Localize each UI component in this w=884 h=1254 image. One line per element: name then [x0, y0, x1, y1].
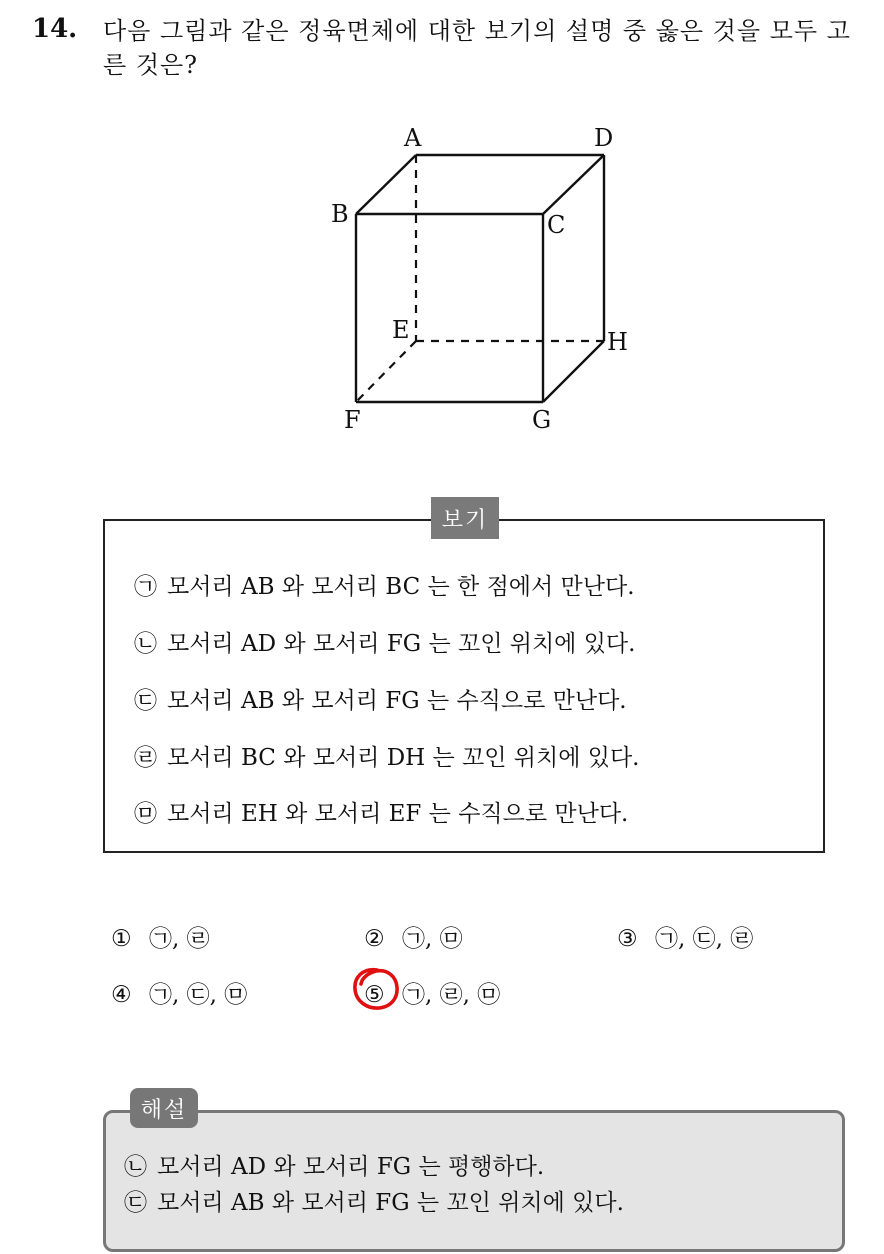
explanation-marker: ㉢ [124, 1190, 147, 1216]
bogi-marker: ㉤ [134, 801, 157, 827]
choice-number: ① [111, 926, 132, 952]
choice-3[interactable] [617, 920, 753, 953]
vertex-label-e: E [392, 316, 410, 344]
explanation-box [103, 1110, 845, 1252]
bogi-marker: ㉣ [134, 745, 157, 771]
bogi-item-5 [134, 795, 628, 828]
vertex-label-a: A [404, 124, 422, 152]
bogi-marker: ㉢ [134, 688, 157, 714]
bogi-text: 모서리 AD 와 모서리 FG 는 꼬인 위치에 있다. [167, 631, 636, 657]
bogi-item-3 [134, 682, 627, 715]
question-number: 14. [32, 14, 78, 44]
bogi-text: 모서리 EH 와 모서리 EF 는 수직으로 만난다. [167, 801, 629, 827]
bogi-item-1 [134, 568, 635, 601]
edge-dc [543, 155, 604, 214]
bogi-text: 모서리 AB 와 모서리 BC 는 한 점에서 만난다. [167, 574, 635, 600]
choice-text: ㉠, ㉤ [402, 926, 463, 952]
choice-number: ⑤ [364, 982, 385, 1008]
vertex-label-g: G [532, 406, 552, 434]
bogi-text: 모서리 BC 와 모서리 DH 는 꼬인 위치에 있다. [167, 745, 640, 771]
explanation-marker: ㉡ [124, 1154, 147, 1180]
choice-text: ㉠, ㉢, ㉣ [655, 926, 754, 952]
bogi-marker: ㉡ [134, 631, 157, 657]
choice-text: ㉠, ㉣, ㉤ [402, 982, 501, 1008]
vertex-label-h: H [607, 328, 628, 356]
choice-text: ㉠, ㉢, ㉤ [149, 982, 248, 1008]
choice-number: ④ [111, 982, 132, 1008]
vertex-label-c: C [547, 211, 566, 239]
explanation-text: 모서리 AD 와 모서리 FG 는 평행하다. [157, 1154, 545, 1180]
vertex-label-b: B [331, 200, 349, 228]
choice-number: ② [364, 926, 385, 952]
choice-number: ③ [617, 926, 638, 952]
explanation-line-1 [124, 1148, 544, 1181]
vertex-label-d: D [594, 124, 614, 152]
explanation-line-2 [124, 1184, 624, 1217]
explanation-text: 모서리 AB 와 모서리 FG 는 꼬인 위치에 있다. [157, 1190, 624, 1216]
edge-ab [356, 155, 416, 214]
vertex-label-f: F [344, 406, 361, 434]
cube-figure [0, 0, 884, 470]
bogi-item-4 [134, 739, 640, 772]
bogi-text: 모서리 AB 와 모서리 FG 는 수직으로 만난다. [167, 688, 627, 714]
edge-hg [543, 341, 604, 402]
choice-text: ㉠, ㉣ [149, 926, 210, 952]
choice-2[interactable] [364, 920, 463, 953]
bogi-item-2 [134, 625, 635, 658]
choice-4[interactable] [111, 976, 247, 1009]
edge-ef [356, 341, 416, 402]
question-text: 다음 그림과 같은 정육면체에 대한 보기의 설명 중 옳은 것을 모두 고른 것은? [103, 17, 851, 79]
bogi-title: 보기 [431, 497, 499, 539]
bogi-marker: ㉠ [134, 574, 157, 600]
explanation-title: 해설 [130, 1088, 198, 1128]
answer-mark-circle [350, 964, 404, 1014]
choice-1[interactable] [111, 920, 210, 953]
